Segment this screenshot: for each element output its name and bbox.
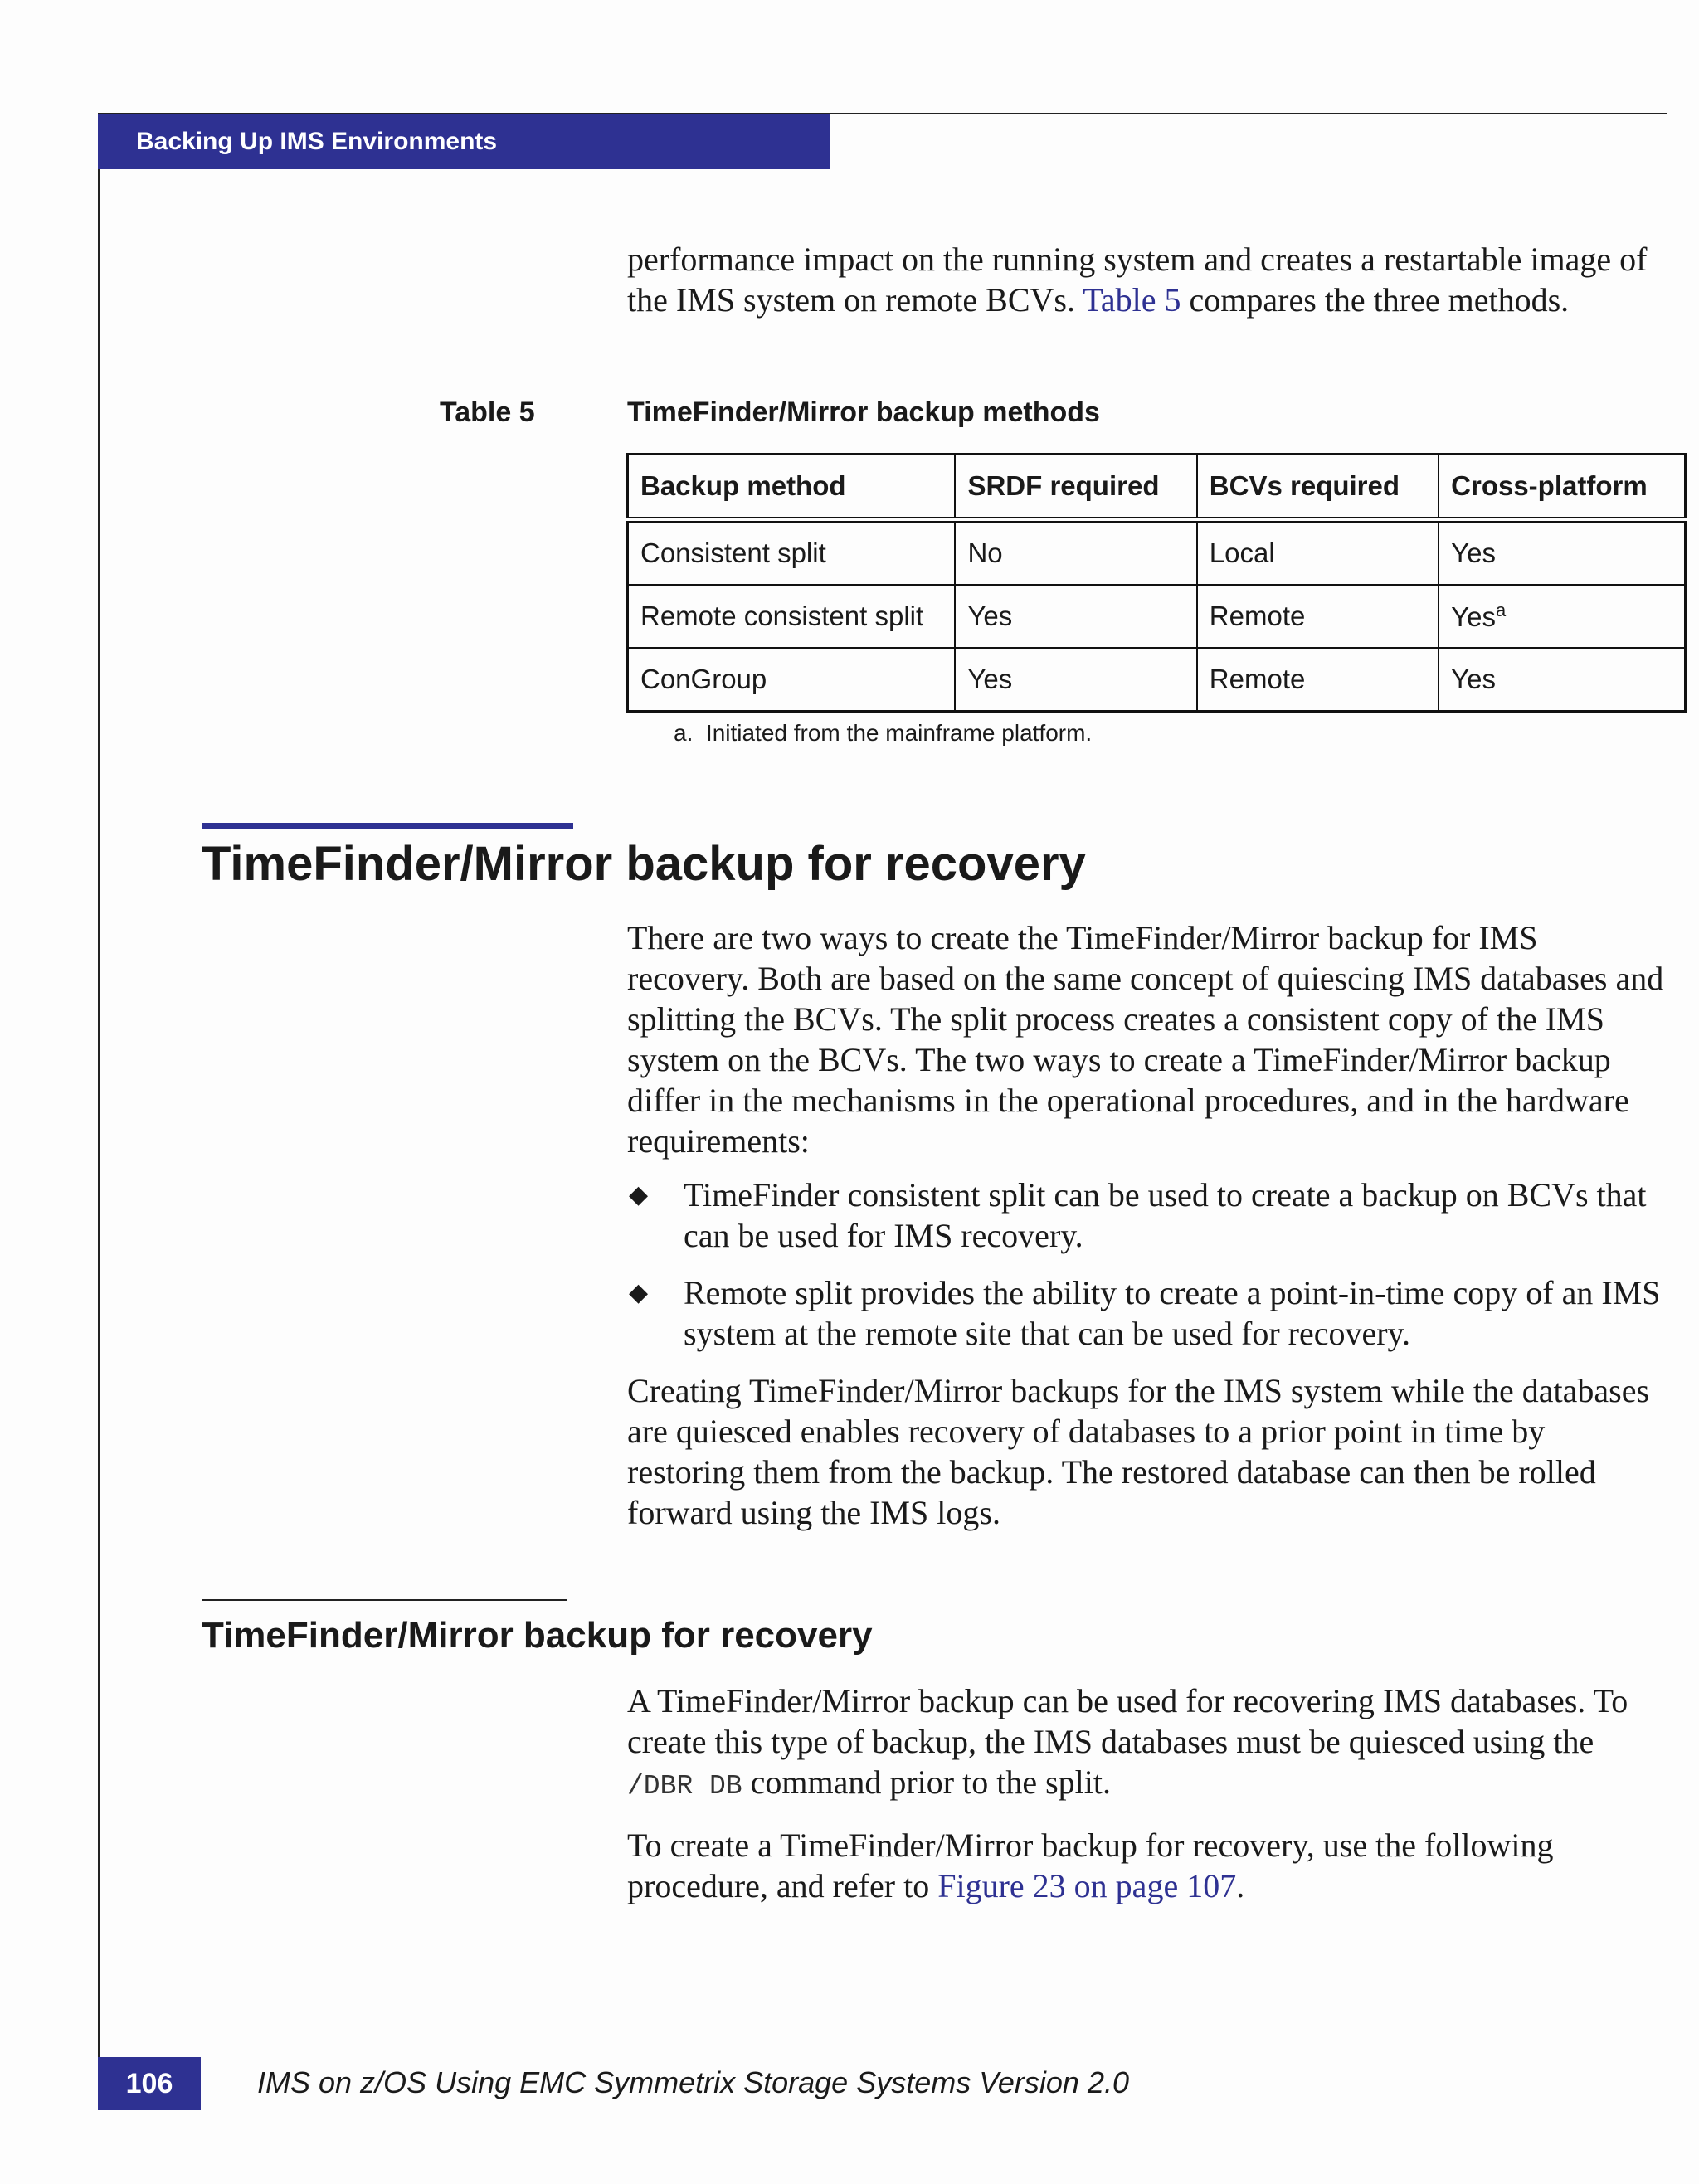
paragraph: There are two ways to create the TimeFinder/Mirror backup for IMS recovery. Both are based on the same concept of quiescing IMS databases and splitting the BCVs. The split process creates a consistent copy of the IMS system on the BCVs. The two ways to create a TimeFinder/Mirror backup differ in the mechanisms in the operational procedures, and in the hardware requirements: (627, 919, 1664, 1160)
table-footnote: a. Initiated from the mainframe platform. (674, 720, 1093, 746)
list-item (627, 1175, 1664, 1256)
paragraph-text: A TimeFinder/Mirror backup can be used for recovering IMS databases. To create this type of backup, the IMS databases must be quiesced using the (627, 1682, 1628, 1760)
command-code: /DBR DB (627, 1771, 742, 1802)
table-header-cell: Backup method (628, 455, 956, 520)
page-number: 106 (98, 2057, 201, 2110)
section-body (627, 917, 1664, 1533)
figure-23-link[interactable]: Figure 23 on page 107 (937, 1867, 1237, 1904)
list-item-text: Remote split provides the ability to create a point-in-time copy of an IMS system at the remote site that can be used for recovery. (684, 1274, 1661, 1352)
table-cell: Yes (1439, 648, 1685, 712)
paragraph (627, 1681, 1664, 1807)
subheading-rule (202, 1599, 567, 1601)
table-row (628, 520, 1686, 586)
table-cell: ConGroup (628, 648, 956, 712)
table-header-cell: SRDF required (955, 455, 1196, 520)
table-row (628, 648, 1686, 712)
paragraph: Creating TimeFinder/Mirror backups for the IMS system while the databases are quiesced enables recovery of databases to a prior point in time by restoring them from the backup. The restored database can then be rolled forward using the IMS logs. (627, 1372, 1650, 1531)
paragraph-text: command prior to the split. (742, 1763, 1111, 1801)
list-item (627, 1272, 1664, 1354)
bullet-list (627, 1175, 1664, 1354)
diamond-bullet-icon: ◆ (629, 1279, 649, 1306)
section-heading: TimeFinder/Mirror backup for recovery (202, 837, 1086, 891)
table-cell: Yes (1439, 520, 1685, 586)
subsection-body (627, 1681, 1664, 1906)
intro-text: performance impact on the running system and creates a restartable image of the IMS system on remote BCVs. (627, 241, 1648, 319)
heading-accent-bar (202, 823, 573, 829)
subsection-heading: TimeFinder/Mirror backup for recovery (202, 1615, 873, 1656)
table-cell: Remote (1197, 648, 1439, 712)
section-header-tab: Backing Up IMS Environments (98, 114, 830, 169)
table-header-row (628, 455, 1686, 520)
table-number: Table 5 (440, 396, 535, 428)
paragraph (627, 1825, 1664, 1906)
list-item-text: TimeFinder consistent split can be used to create a backup on BCVs that can be used for IMS recovery. (684, 1176, 1647, 1254)
table-cell-with-footnote (1439, 585, 1685, 648)
intro-text-end: compares the three methods. (1181, 281, 1570, 319)
intro-paragraph (627, 239, 1664, 320)
paragraph-text: . (1236, 1867, 1245, 1904)
table-cell: Local (1197, 520, 1439, 586)
table-5-link[interactable]: Table 5 (1083, 281, 1181, 319)
diamond-bullet-icon: ◆ (629, 1181, 649, 1209)
table-cell: Remote consistent split (628, 585, 956, 648)
table-header-cell: BCVs required (1197, 455, 1439, 520)
footer-title: IMS on z/OS Using EMC Symmetrix Storage Systems Version 2.0 (257, 2065, 1129, 2099)
table-cell: Consistent split (628, 520, 956, 586)
table-cell: Yes (955, 648, 1196, 712)
table-cell: No (955, 520, 1196, 586)
table-header-cell: Cross-platform (1439, 455, 1685, 520)
table-cell-text: Yes (1451, 601, 1496, 632)
table-cell: Remote (1197, 585, 1439, 648)
table-caption: TimeFinder/Mirror backup methods (627, 396, 1100, 428)
table-cell: Yes (955, 585, 1196, 648)
margin-rule (98, 113, 100, 2110)
paragraph-text: To create a TimeFinder/Mirror backup for recovery, use the following procedure, and refer to (627, 1826, 1554, 1904)
backup-methods-table (626, 453, 1687, 713)
footnote-marker: a (1495, 600, 1507, 620)
table-row (628, 585, 1686, 648)
